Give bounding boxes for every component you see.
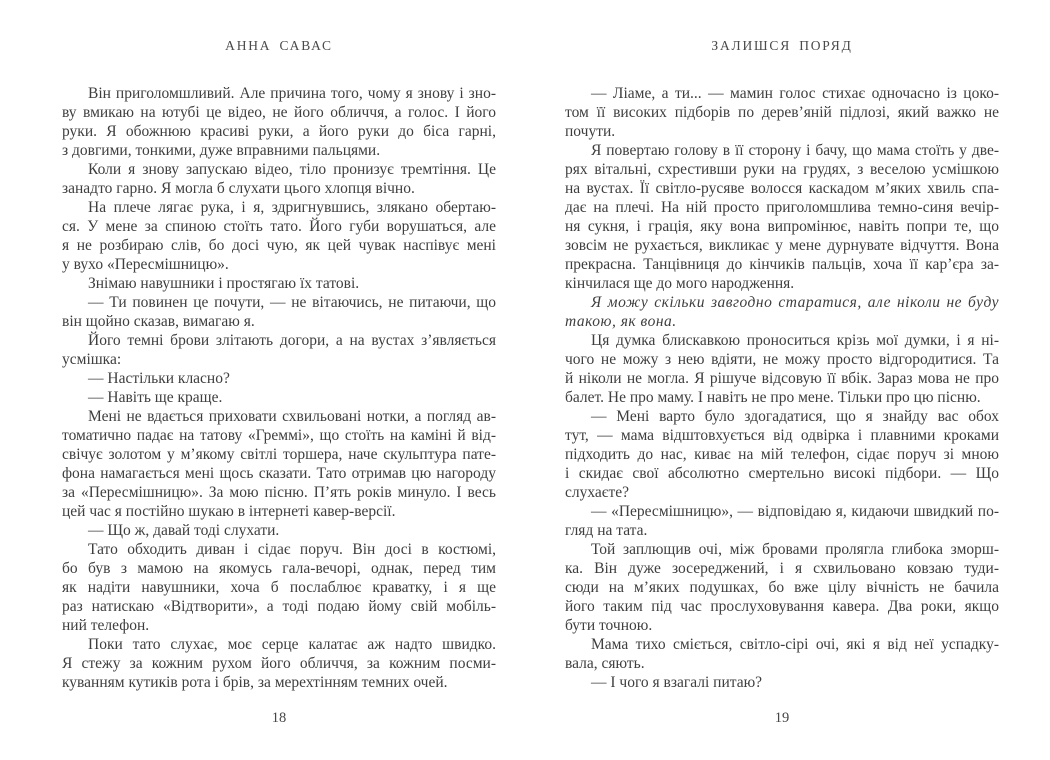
text-line: — Мені варто було здогадатися, що я знайду вас обох	[591, 408, 999, 425]
text-line: Коли я знову запускаю відео, тіло пронизує тремтіння. Це	[88, 161, 496, 178]
paragraph	[62, 84, 496, 160]
paragraph	[565, 84, 999, 141]
text-line: я не розбираю слів, бо досі чую, як цей чувак наспівує мені	[62, 237, 496, 254]
text-line: і скидає свої абсолютно смертельно високі підбори. — Що	[565, 465, 999, 482]
text-line: — Що ж, давай тоді слухати.	[88, 522, 280, 539]
text-line: ня сукня, і грація, яку вона випромінює, навіть попри те, що	[565, 218, 999, 235]
text-line: слухаєте?	[565, 484, 629, 501]
paragraph	[62, 160, 496, 198]
paragraph	[62, 540, 496, 635]
text-line: ний телефон.	[62, 617, 150, 634]
paragraph	[565, 540, 999, 635]
text-line: сюди на м’яких подушках, бо вже цілу вічність не бачила	[565, 579, 999, 596]
paragraph	[62, 521, 496, 540]
text-line: у вухо «Пересмішницю».	[62, 256, 229, 273]
text-line: — Ліаме, а ти... — мамин голос стихає одночасно із цоко-	[591, 85, 999, 102]
text-line: зовсім не рухається, викликає у мене дурнувате відчуття. Вона	[565, 237, 999, 254]
text-line: — «Пересмішницю», — відповідаю я, кидаючи швидкий по-	[591, 503, 999, 520]
paragraph	[565, 635, 999, 673]
text-line: кінчилася ще до мого народження.	[565, 275, 795, 292]
paragraph	[565, 331, 999, 407]
text-line: дає на плечі. На ній просто приголомшлива темно-синя вечір-	[565, 199, 999, 216]
text-line: — Настільки класно?	[88, 370, 230, 387]
text-line: такою, як вона.	[565, 313, 677, 330]
paragraph	[565, 502, 999, 540]
text-line: тут, — мама відштовхується від одвірка і плавними кроками	[565, 427, 999, 444]
text-line: цей час я постійно шукаю в інтернеті кавер-версії.	[62, 503, 396, 520]
paragraph	[62, 388, 496, 407]
paragraph-italic	[565, 293, 999, 331]
text-line: — Навіть ще краще.	[88, 389, 223, 406]
paragraph	[565, 673, 999, 692]
paragraph	[62, 274, 496, 293]
text-line: руки. Я обожнюю красиві руки, а його руки до біса гарні,	[62, 123, 496, 140]
text-line: бути точною.	[565, 617, 653, 634]
text-line: Я стежу за кожним рухом його обличчя, за кожним посми-	[62, 655, 496, 672]
text-line: вала, сяють.	[565, 655, 645, 672]
running-header-title: ЗАЛИШСЯ ПОРЯД	[711, 38, 853, 53]
text-line: ву вмикаю на ютубі це відео, не його обличчя, а голос. І його	[62, 104, 496, 121]
paragraph	[62, 198, 496, 274]
text-line: — І чого я взагалі питаю?	[591, 674, 763, 691]
text-line: його таким під час прослуховування кавера. Два роки, якщо	[565, 598, 999, 615]
text-line: раз натискаю «Відтворити», а тоді подаю йому свій мобіль-	[62, 598, 496, 615]
paragraph	[565, 141, 999, 293]
text-line: Знімаю навушники і простягаю їх татові.	[88, 275, 360, 292]
paragraph	[62, 407, 496, 521]
text-line: занадто гарно. Я могла б слухати цього хлопця вічно.	[62, 180, 415, 197]
text-line: куванням кутиків рота і брів, за мерехтінням темних очей.	[62, 674, 448, 691]
text-line: Я повертаю голову в її сторону і бачу, що мама стоїть у две-	[591, 142, 999, 159]
paragraph	[62, 369, 496, 388]
text-line: свічує золотом у м’якому світлі торшера, наче скульптура пате-	[62, 446, 496, 463]
text-line: На плече лягає рука, і я, здригнувшись, злякано обертаю-	[88, 199, 496, 216]
text-line: й ніколи не могла. Я рішуче відсовую її вбік. Зараз мова не про	[565, 370, 999, 387]
text-line: прекрасна. Танцівниця до кінчиків пальців, хоча її кар’єра за-	[565, 256, 999, 273]
text-line: Поки тато слухає, моє серце калатає аж надто швидко.	[88, 636, 496, 653]
text-line: рях вітальні, схрестивши руки на грудях, з веселою усмішкою	[565, 161, 999, 178]
text-line: Тато обходить диван і сідає поруч. Він досі в костюмі,	[88, 541, 496, 558]
paragraph	[62, 331, 496, 369]
left-page	[62, 0, 496, 760]
left-page-body	[62, 84, 496, 692]
text-line: Той заплющив очі, між бровами пролягла глибока зморш-	[591, 541, 999, 558]
paragraph	[62, 293, 496, 331]
text-line: Мама тихо сміється, світло-сірі очі, які я від неї успадку-	[591, 636, 999, 653]
text-line: на вустах. Її світло-русяве волосся каскадом м’яких хвиль спа-	[565, 180, 999, 197]
text-line: почути.	[565, 123, 616, 140]
text-line: фона намагається мені щось сказати. Тато отримав цю нагороду	[62, 465, 496, 482]
text-line: Я можу скільки завгодно старатися, але ніколи не буду	[591, 294, 999, 311]
text-line: Ця думка блискавкою проноситься крізь мої думки, і я ні-	[591, 332, 999, 349]
text-line: ка. Він дуже зосереджений, і я схвильовано ковзаю туди-	[565, 560, 999, 577]
text-line: гляд на тата.	[565, 522, 648, 539]
text-line: балет. Не про маму. І навіть не про мене. Тільки про цю пісню.	[565, 389, 981, 406]
text-line: Мені не вдається приховати схвильовані нотки, а погляд ав-	[88, 408, 496, 425]
right-page-body	[565, 84, 999, 692]
text-line: — Ти повинен це почути, — не вітаючись, не питаючи, що	[88, 294, 496, 311]
right-page	[565, 0, 999, 760]
text-line: чого не можу з нею вдіяти, не можу просто відгородитися. Та	[565, 351, 999, 368]
paragraph	[62, 635, 496, 692]
text-line: ся. У мене за спиною стоїть тато. Його губи ворушаться, але	[62, 218, 496, 235]
text-line: Його темні брови злітають догори, а на вустах з’являється	[88, 332, 496, 349]
text-line: том її високих підборів по дерев’яній підлозі, який важко не	[565, 104, 999, 121]
text-line: він щойно сказав, вимагаю я.	[62, 313, 255, 330]
text-line: бо був з мамою на якомусь гала-вечорі, однак, перед тим	[62, 560, 496, 577]
page-number-right: 19	[774, 710, 790, 726]
text-line: усмішка:	[62, 351, 122, 368]
page-number-left: 18	[271, 710, 287, 726]
text-line: підходить до нас, киває на мій телефон, сідає поруч зі мною	[565, 446, 999, 463]
paragraph	[565, 407, 999, 502]
text-line: за «Пересмішницю». За мою пісню. П’ять років минуло. І весь	[62, 484, 496, 501]
text-line: томатично падає на татову «Греммі», що стоїть на каміні й від-	[62, 427, 496, 444]
text-line: Він приголомшливий. Але причина того, чому я знову і зно-	[88, 85, 496, 102]
text-line: як надіти навушники, хоча б послаблює краватку, і я ще	[62, 579, 496, 596]
running-header-author: АННА САВАС	[225, 38, 333, 53]
text-line: з довгими, тонкими, дуже вправними пальцями.	[62, 142, 381, 159]
